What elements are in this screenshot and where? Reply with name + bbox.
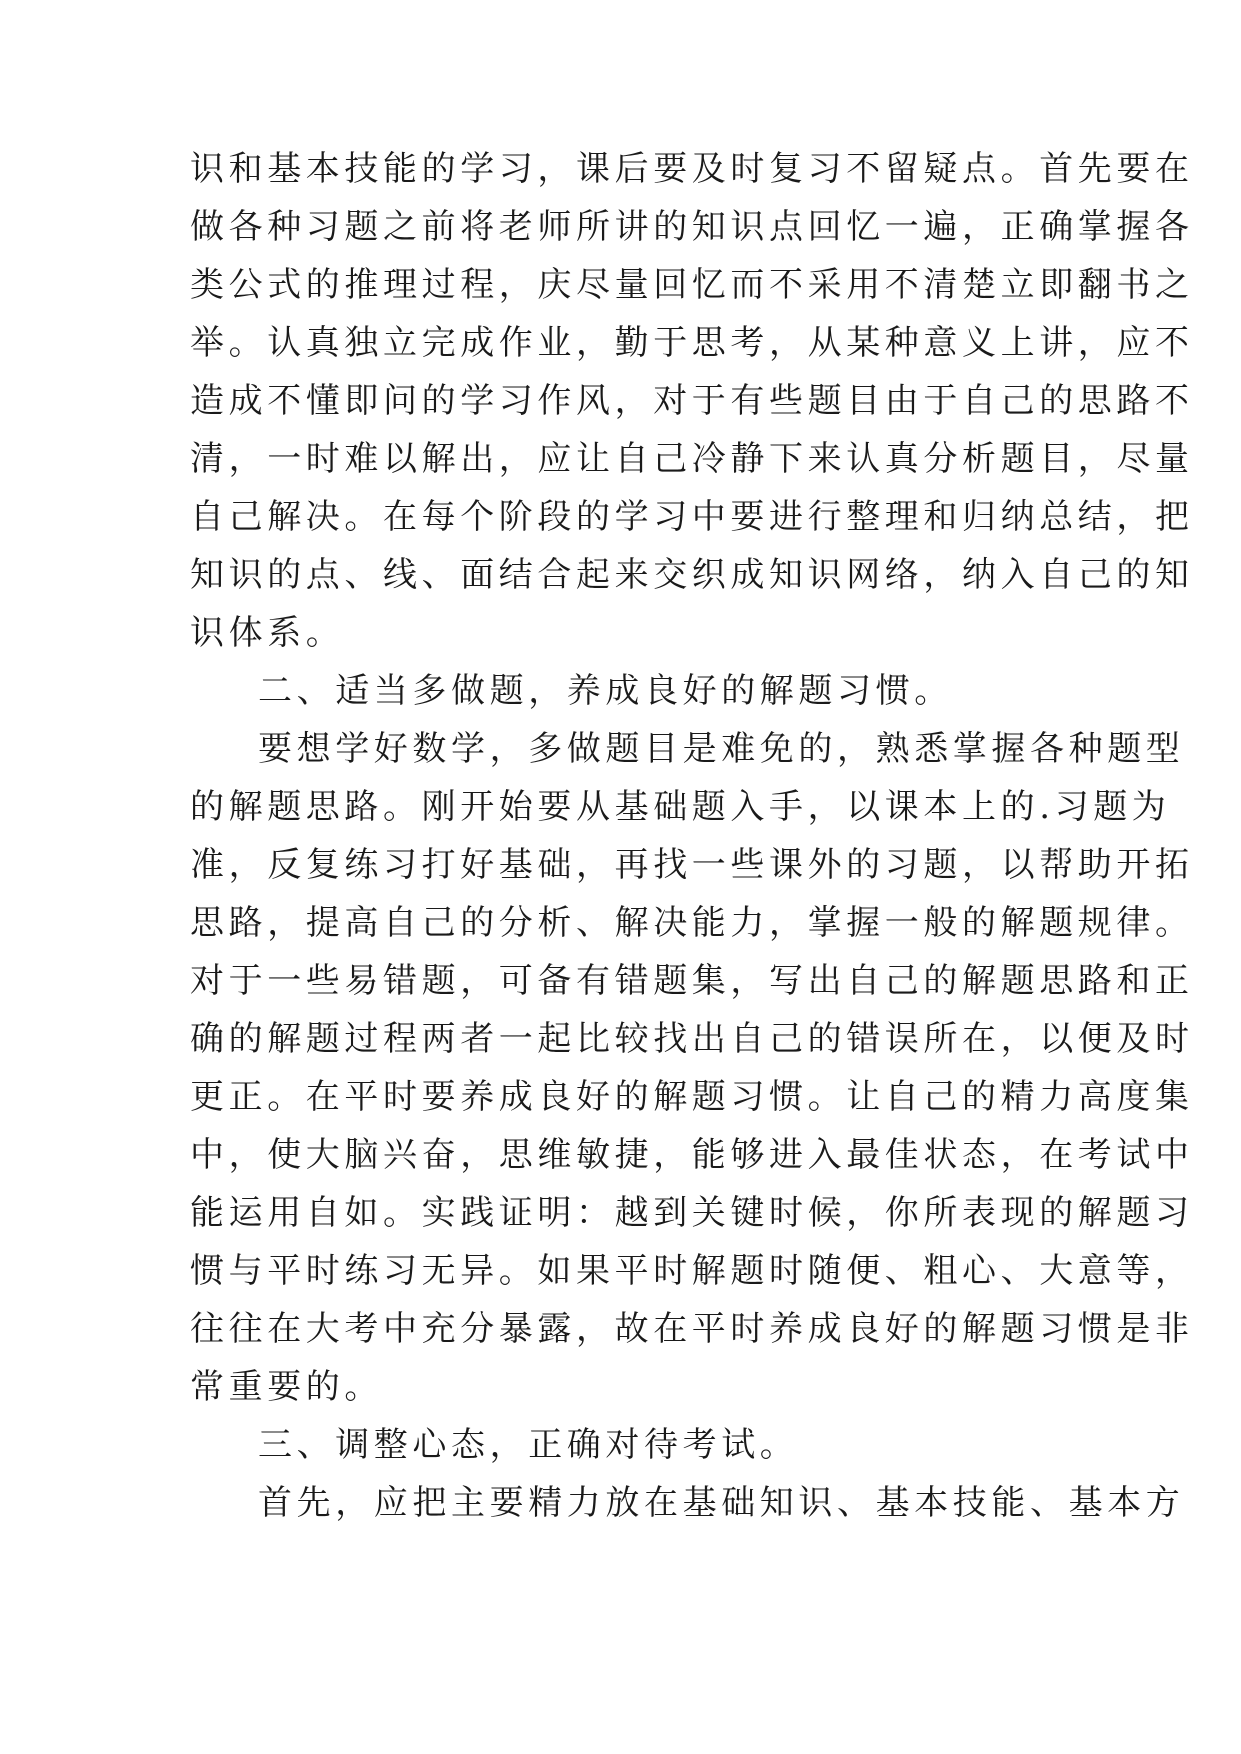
section-heading: 二、适当多做题，养成良好的解题习惯。: [258, 671, 953, 711]
text-line: 思路，提高自己的分析、解决能力，掌握一般的解题规律。: [190, 903, 1194, 943]
paragraph-first-line: 首先，应把主要精力放在基础知识、基本技能、基本方: [258, 1483, 1185, 1523]
text-line: 确的解题过程两者一起比较找出自己的错误所在，以便及时: [190, 1019, 1194, 1059]
text-line: 清，一时难以解出，应让自己冷静下来认真分析题目，尽量: [190, 439, 1194, 479]
text-line: 做各种习题之前将老师所讲的知识点回忆一遍，正确掌握各: [190, 207, 1194, 247]
text-line: 的解题思路。刚开始要从基础题入手，以课本上的.习题为: [190, 787, 1171, 827]
text-line: 中，使大脑兴奋，思维敏捷，能够进入最佳状态，在考试中: [190, 1135, 1194, 1175]
section-heading: 三、调整心态，正确对待考试。: [258, 1425, 799, 1465]
paragraph-first-line: 要想学好数学，多做题目是难免的，熟悉掌握各种题型: [258, 729, 1185, 769]
text-line: 更正。在平时要养成良好的解题习惯。让自己的精力高度集: [190, 1077, 1194, 1117]
text-line: 对于一些易错题，可备有错题集，写出自己的解题思路和正: [190, 961, 1194, 1001]
text-line: 识和基本技能的学习，课后要及时复习不留疑点。首先要在: [190, 149, 1194, 189]
text-line: 识体系。: [190, 613, 345, 653]
text-line: 类公式的推理过程，庆尽量回忆而不采用不清楚立即翻书之: [190, 265, 1194, 305]
text-line: 惯与平时练习无异。如果平时解题时随便、粗心、大意等，: [190, 1251, 1194, 1291]
text-line: 举。认真独立完成作业，勤于思考，从某种意义上讲，应不: [190, 323, 1194, 363]
text-line: 造成不懂即问的学习作风，对于有些题目由于自己的思路不: [190, 381, 1194, 421]
text-line: 往往在大考中充分暴露，故在平时养成良好的解题习惯是非: [190, 1309, 1194, 1349]
text-line: 常重要的。: [190, 1367, 383, 1407]
text-line: 能运用自如。实践证明：越到关键时候，你所表现的解题习: [190, 1193, 1194, 1233]
text-line: 准，反复练习打好基础，再找一些课外的习题，以帮助开拓: [190, 845, 1194, 885]
text-line: 知识的点、线、面结合起来交织成知识网络，纳入自己的知: [190, 555, 1194, 595]
text-line: 自己解决。在每个阶段的学习中要进行整理和归纳总结，把: [190, 497, 1194, 537]
